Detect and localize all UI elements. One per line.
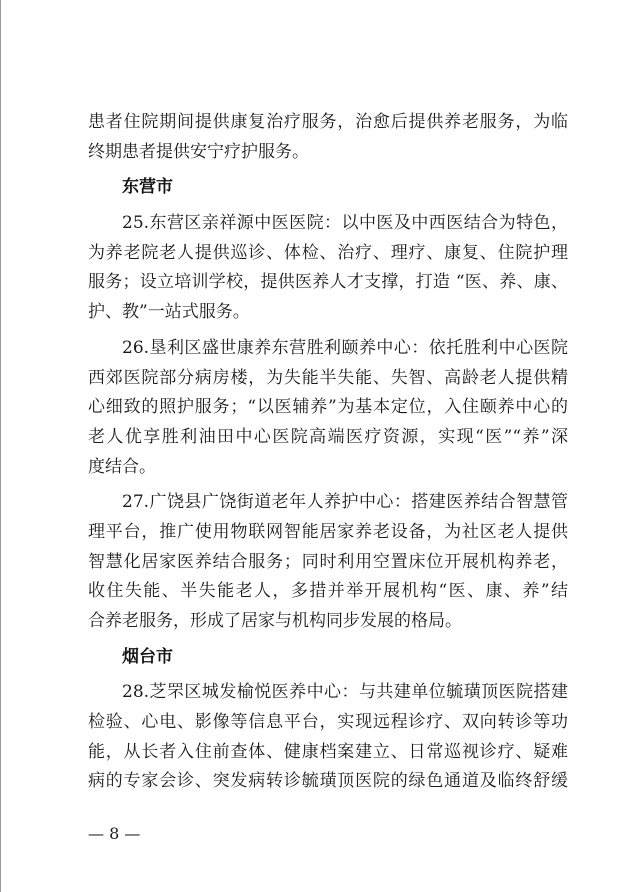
- city-heading-dongying: 东营市: [122, 177, 173, 198]
- text-line: 26.垦利区盛世康养东营胜利颐养中心：依托胜利中心医院: [122, 337, 568, 358]
- text-line: 服务；设立培训学校，提供医养人才支撑，打造 “医、养、康、: [88, 272, 568, 293]
- paragraph-28: [88, 678, 568, 797]
- text-line: 为养老院老人提供巡诊、体检、治疗、理疗、康复、住院护理: [88, 242, 568, 263]
- paragraph-intro: [88, 108, 568, 167]
- text-line: 老人优享胜利油田中心医院高端医疗资源，实现“医”“养”深: [88, 426, 568, 447]
- document-body: [88, 108, 568, 797]
- text-line: 能，从长者入住前查体、健康档案建立、日常巡视诊疗、疑难: [88, 741, 568, 762]
- text-line: 终期患者提供安宁疗护服务。: [88, 141, 309, 162]
- text-line: 度结合。: [88, 456, 156, 477]
- text-line: 27.广饶县广饶街道老年人养护中心：搭建医养结合智慧管: [122, 492, 568, 513]
- text-line: 护、教”一站式服务。: [88, 302, 250, 323]
- text-line: 智慧化居家医养结合服务；同时利用空置床位开展机构养老，: [88, 551, 568, 572]
- text-line: 收住失能、半失能老人，多措并举开展机构“医、康、养”结: [88, 581, 568, 602]
- text-line: 理平台，推广使用物联网智能居家养老设备，为社区老人提供: [88, 521, 568, 542]
- text-line: 检验、心电、影像等信息平台，实现远程诊疗、双向转诊等功: [88, 712, 568, 733]
- text-line: 患者住院期间提供康复治疗服务，治愈后提供养老服务，为临: [88, 112, 568, 132]
- text-line: 心细致的照护服务；“以医辅养”为基本定位，入住颐养中心的: [88, 397, 568, 418]
- paragraph-25: [88, 209, 568, 328]
- text-line: 西郊医院部分病房楼，为失能半失能、失智、高龄老人提供精: [88, 367, 568, 388]
- text-line: 28.芝罘区城发榆悦医养中心：与共建单位毓璜顶医院搭建: [122, 682, 568, 703]
- text-line: 25.东营区亲祥源中医医院：以中医及中西医结合为特色，: [122, 213, 568, 234]
- city-heading-yantai: 烟台市: [122, 646, 173, 667]
- page-edge-line: [0, 0, 1, 892]
- paragraph-27: [88, 488, 568, 636]
- paragraph-26: [88, 334, 568, 482]
- text-line: 合养老服务，形成了居家与机构同步发展的格局。: [88, 611, 462, 631]
- text-line: 病的专家会诊、突发病转诊毓璜顶医院的绿色通道及临终舒缓: [88, 771, 568, 792]
- page-number: — 8 —: [88, 824, 141, 843]
